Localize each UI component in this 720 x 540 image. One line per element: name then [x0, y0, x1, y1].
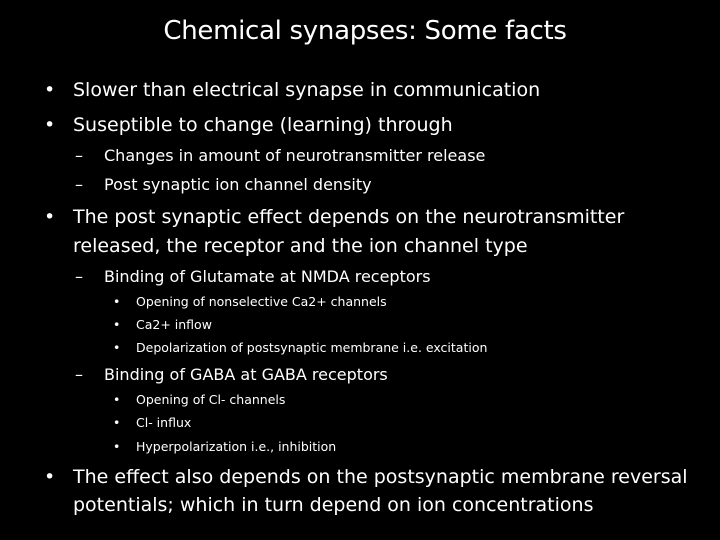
bullet-glyph: • [113, 340, 121, 355]
bullet-glyph: • [113, 439, 121, 454]
bullet-glyph: • [113, 294, 121, 309]
sub-sub-bullet-text: Cl- influx [136, 415, 192, 430]
bullet-glyph: • [113, 317, 121, 332]
sub-sub-bullet-text: Opening of Cl- channels [136, 392, 286, 407]
sub-sub-bullet-text: Ca2+ inflow [136, 317, 212, 332]
bullet-text: Slower than electrical synapse in communication [73, 79, 541, 101]
bullet-glyph: • [44, 79, 56, 101]
dash-glyph: – [75, 175, 83, 194]
bullet-text: The post synaptic effect depends on the neurotransmitter [73, 206, 625, 228]
sub-sub-bullet-text: Depolarization of postsynaptic membrane i.e. excitation [136, 340, 488, 355]
sub-bullet-text: Post synaptic ion channel density [104, 175, 372, 194]
sub-sub-bullet-text: Hyperpolarization i.e., inhibition [136, 439, 337, 454]
bullet-glyph: • [44, 206, 56, 228]
bullet-glyph: • [113, 392, 121, 407]
sub-bullet-text: Changes in amount of neurotransmitter release [104, 146, 486, 165]
sub-bullet-text: Binding of GABA at GABA receptors [104, 365, 388, 384]
bullet-text-continued: released, the receptor and the ion channel type [73, 235, 528, 257]
dash-glyph: – [75, 146, 83, 165]
bullet-glyph: • [44, 466, 56, 488]
sub-sub-bullet-text: Opening of nonselective Ca2+ channels [136, 294, 387, 309]
bullet-glyph: • [44, 114, 56, 136]
dash-glyph: – [75, 267, 83, 286]
slide-title: Chemical synapses: Some facts [163, 16, 567, 46]
bullet-text: The effect also depends on the postsynaptic membrane reversal [73, 466, 688, 488]
sub-bullet-text: Binding of Glutamate at NMDA receptors [104, 267, 431, 286]
bullet-text: Suseptible to change (learning) through [73, 114, 453, 136]
dash-glyph: – [75, 365, 83, 384]
bullet-text-continued: potentials; which in turn depend on ion concentrations [73, 494, 594, 516]
bullet-glyph: • [113, 415, 121, 430]
